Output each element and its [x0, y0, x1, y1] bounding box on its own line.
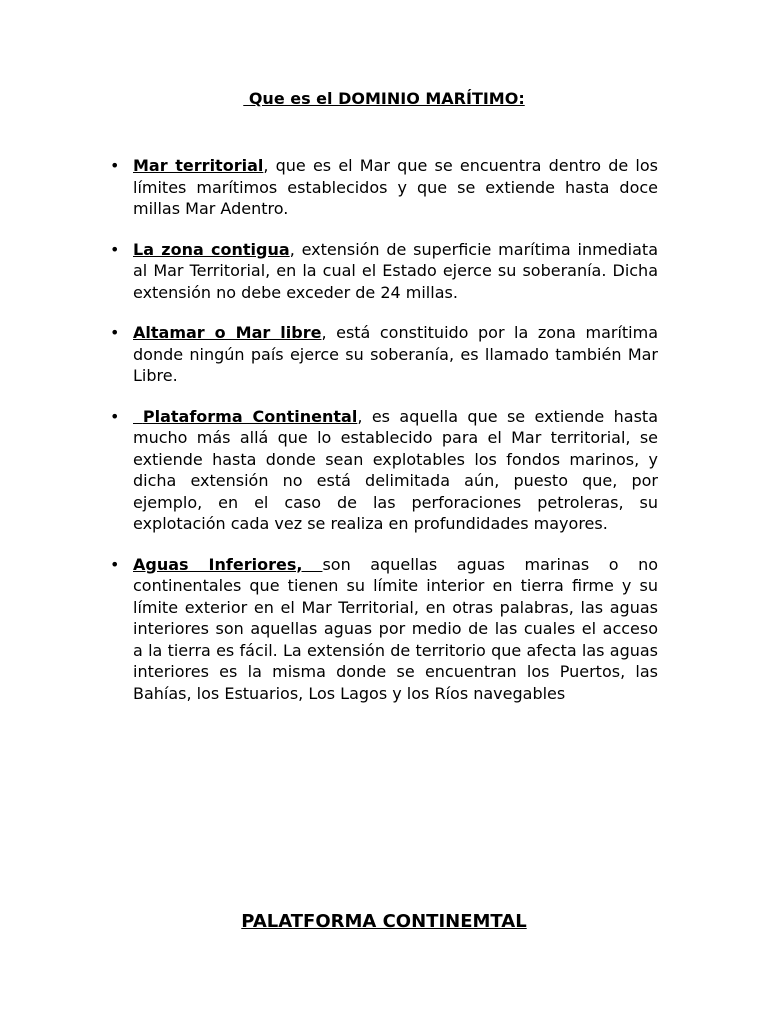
term-altamar: Altamar o Mar libre [133, 323, 322, 342]
document-title [0, 88, 768, 110]
definition-zona-contigua: , extensión de superficie marítima inmediata al Mar Territorial, en la cual el Estado ejerce su soberanía. Dicha extensión no debe exceder de 24 millas. [133, 239, 658, 302]
bullet-icon: • [110, 323, 120, 342]
list-item-altamar [110, 322, 658, 387]
document-title-text: Que es el DOMINIO MARÍTIMO: [243, 89, 525, 108]
definition-mar-territorial: , que es el Mar que se encuentra dentro de los límites marítimos establecidos y que se extiende hasta doce millas Mar Adentro. [133, 156, 659, 218]
bullet-icon: • [110, 156, 120, 175]
section-heading: PALATFORMA CONTINEMTAL [241, 911, 527, 932]
bullet-icon: • [110, 554, 120, 574]
definition-aguas-inferiores: son aquellas aguas marinas o no continentales que tienen su límite interior en tierra firme y su límite exterior en el Mar Territorial, en otras palabras, las aguas interiores son aquellas aguas por medio de las cuales el acceso a la tierra es fácil. La extensión de territorio que afecta las aguas interiores es la misma donde se encuentran los Puertos, las Bahías, los Estuarios, Los Lagos y los Ríos navegables [133, 554, 659, 703]
definition-list [110, 155, 658, 723]
definition-altamar: , está constituido por la zona marítima donde ningún país ejerce su soberanía, es llamado también Mar Libre. [133, 323, 659, 385]
list-item-plataforma-continental [110, 406, 658, 535]
list-item-aguas-inferiores [110, 554, 658, 705]
bullet-icon: • [110, 406, 120, 426]
term-zona-contigua: La zona contigua [133, 239, 290, 259]
term-aguas-inferiores: Aguas Inferiores, [133, 554, 323, 574]
list-item-mar-territorial [110, 155, 658, 220]
list-item-zona-contigua [110, 239, 658, 304]
term-mar-territorial: Mar territorial [133, 156, 264, 175]
term-plataforma-continental: Plataforma Continental [133, 406, 358, 426]
definition-plataforma-continental: , es aquella que se extiende hasta mucho más allá que lo establecido para el Mar territorial, se extiende hasta donde sean explotables los fondos marinos, y dicha extensión no está delimitada aún, puesto que, por ejemplo, en el caso de las perforaciones petroleras, su explotación cada vez se realiza en profundidades mayores. [133, 406, 658, 533]
bullet-icon: • [110, 239, 120, 259]
